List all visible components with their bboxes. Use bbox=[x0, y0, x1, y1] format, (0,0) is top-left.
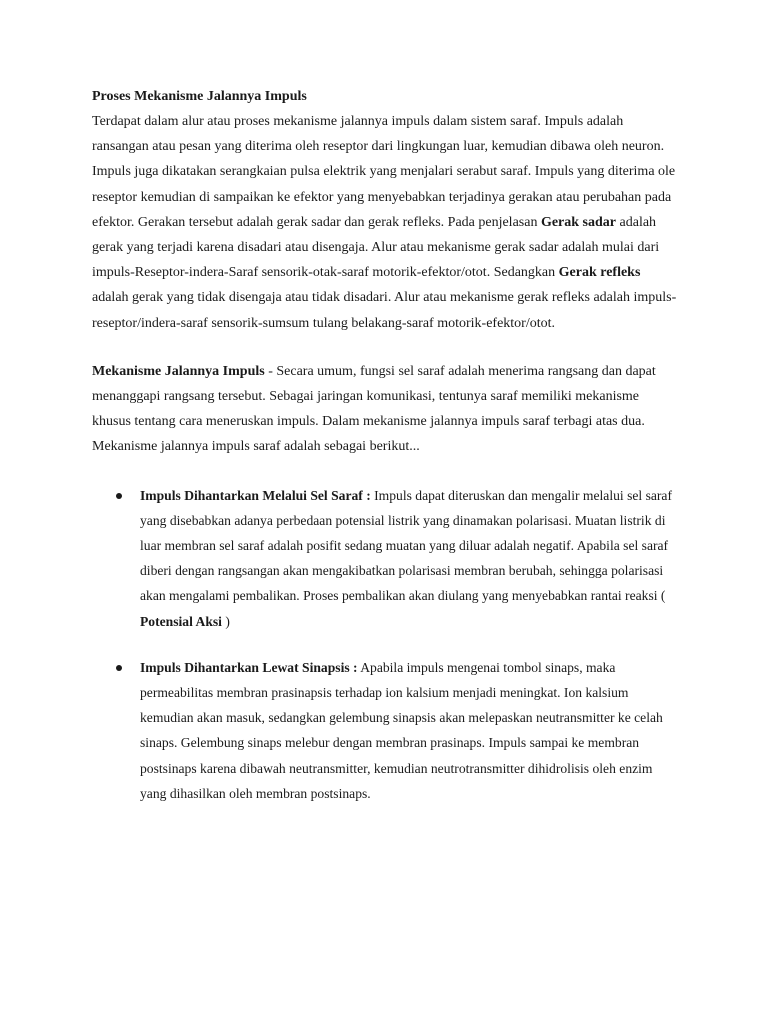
bullet-icon bbox=[116, 493, 122, 499]
bullet-list bbox=[92, 483, 678, 806]
term-gerak-sadar: Gerak sadar bbox=[540, 214, 617, 230]
list-item bbox=[92, 655, 678, 806]
bullet-heading: Impuls Dihantarkan Melalui Sel Saraf : bbox=[140, 487, 371, 503]
document-title: Proses Mekanisme Jalannya Impuls bbox=[92, 89, 307, 104]
bullet-text: Apabila impuls mengenai tombol sinaps, maka permeabilitas membran prasinapsis terhadap ion kalsium menjadi meningkat. Ion kalsium kemudian akan masuk, sedangkan gelembung sinapsis akan melepaskan neutransmitter ke celah sinaps. Gelembung sinaps melebur dengan membran prasinaps. Impuls sampai ke membran postsinaps karena dibawah neutransmitter, kemudian neutrotransmitter dihidrolisis oleh enzim yang dihasilkan oleh membran postsinaps. bbox=[140, 659, 663, 801]
paragraph-mekanisme bbox=[92, 359, 678, 460]
paragraph-intro-text-b: adalah gerak yang terjadi karena disadari atau disengaja. Alur atau mekanisme gerak sadar adalah mulai dari impuls-Reseptor-indera-Saraf sensorik-otak-saraf motorik-efektor/otot. Sedangkan bbox=[92, 214, 660, 281]
term-potensial-aksi: Potensial Aksi bbox=[140, 613, 222, 629]
paragraph-mekanisme-lead: Mekanisme Jalannya Impuls bbox=[92, 363, 265, 379]
bullet-heading: Impuls Dihantarkan Lewat Sinapsis : bbox=[140, 659, 358, 675]
list-item bbox=[92, 483, 678, 634]
bullet-text: Impuls dapat diteruskan dan mengalir melalui sel saraf yang disebabkan adanya perbedaan potensial listrik yang dinamakan polarisasi. Muatan listrik di luar membran sel saraf adalah posifit sedang muatan yang diluar adalah negatif. Apabila sel saraf diberi dengan rangsangan akan mengakibatkan polarisasi membran berubah, sehingga polarisasi akan mengalami pembalikan. Proses pembalikan akan diulang yang menyebabkan rantai reaksi ( bbox=[140, 487, 672, 604]
paragraph-intro-text-a: Terdapat dalam alur atau proses mekanisme jalannya impuls dalam sistem saraf. Impuls adalah ransangan atau pesan yang diterima oleh reseptor dari lingkungan luar, kemudian dibawa oleh neuron. Impuls juga dikatakan serangkaian pulsa elektrik yang menjalari serabut saraf. Impuls yang diterima ole reseptor kemudian di sampaikan ke efektor yang menyebabkan terjadinya gerakan atau perubahan pada efektor. Gerakan tersebut adalah gerak sadar dan gerak refleks. Pada penjelasan bbox=[92, 114, 676, 230]
paragraph-intro bbox=[92, 109, 678, 336]
paragraph-mekanisme-text: - Secara umum, fungsi sel saraf adalah menerima rangsang dan dapat menanggapi rangsang tersebut. Sebagai jaringan komunikasi, tentunya saraf memiliki mekanisme khusus tentang cara meneruskan impuls. Dalam mekanisme jalannya impuls saraf terbagi atas dua. Mekanisme jalannya impuls saraf adalah sebagai berikut... bbox=[92, 363, 656, 455]
document-page bbox=[92, 84, 678, 827]
bullet-text-end: ) bbox=[221, 613, 230, 629]
term-gerak-refleks: Gerak refleks bbox=[558, 265, 641, 281]
paragraph-intro-text-c: adalah gerak yang tidak disengaja atau tidak disadari. Alur atau mekanisme gerak refleks adalah impuls-reseptor/indera-saraf sensorik-sumsum tulang belakang-saraf motorik-efektor/otot. bbox=[92, 290, 677, 331]
bullet-icon bbox=[116, 665, 122, 671]
